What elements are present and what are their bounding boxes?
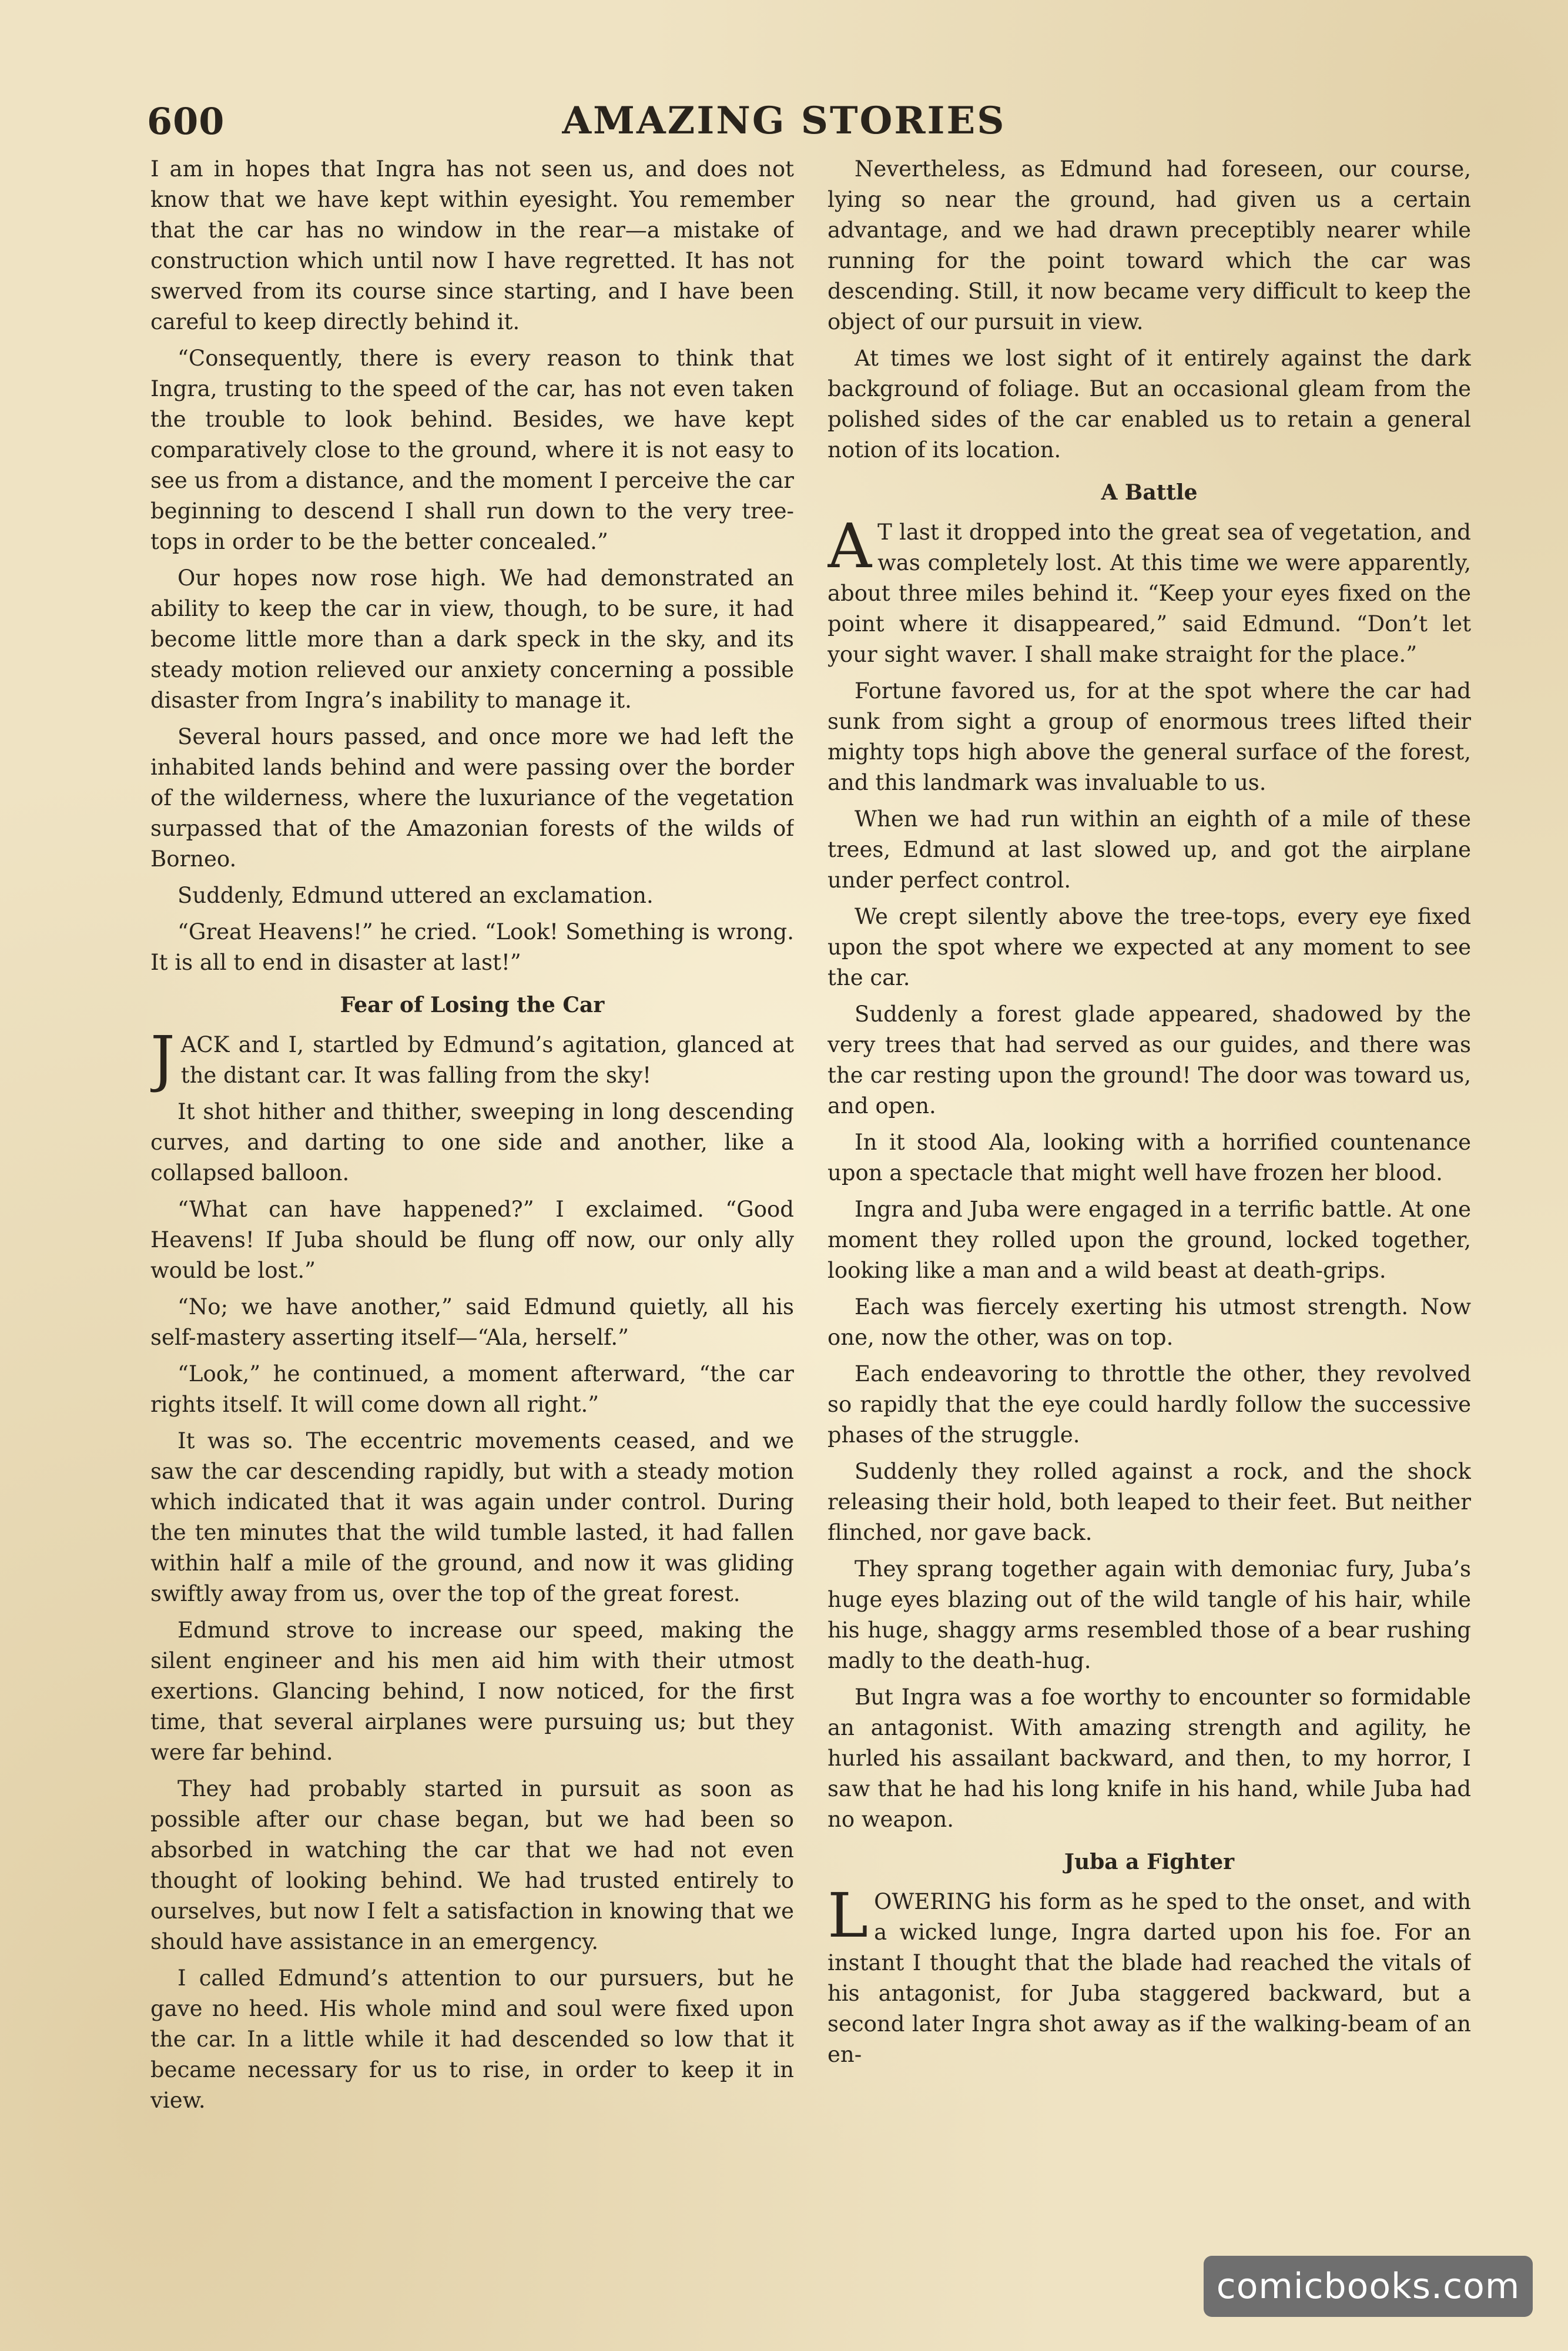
section-heading: A Battle xyxy=(1101,480,1198,505)
paragraph: Several hours passed, and once more we had left the inhabited lands behind and were passing over the border of the wilderness, where the luxuriance of the vegetation surpassed that of the Amazonian forests of the wilds of Borneo. xyxy=(150,724,794,872)
paragraph-with-drop-cap xyxy=(827,1880,1471,2070)
paragraph: I am in hopes that Ingra has not seen us, and does not know that we have kept within eyesight. You remember that the car has no window in the rear—a mistake of construction which until now I have regretted. It has not swerved from its course since starting, and I have been careful to keep directly behind it. xyxy=(150,156,794,334)
paragraph: But Ingra was a foe worthy to encounter so formidable an antagonist. With amazing strength and agility, he hurled his assailant backward, and then, to my horror, I saw that he had his long knife in his hand, while Juba had no weapon. xyxy=(827,1684,1471,1832)
paragraph-text: T last it dropped into the great sea of vegetation, and was completely lost. At this time we were apparently, about three miles behind it. “Keep your eyes fixed on the point where it disappeared,” said Edmund. “Don’t let your sight waver. I shall make straight for the place.” xyxy=(827,520,1471,667)
paragraph: Nevertheless, as Edmund had foreseen, our course, lying so near the ground, had given us a certain advantage, and we had drawn preceptibly nearer while running for the point toward which the car was descending. Still, it now became very difficult to keep the object of our pursuit in view. xyxy=(827,156,1471,334)
running-head-title: AMAZING STORIES xyxy=(562,99,1006,143)
drop-cap: L xyxy=(827,1880,869,1951)
paragraph: Ingra and Juba were engaged in a terrific battle. At one moment they rolled upon the ground, locked together, looking like a man and a wild beast at death-grips. xyxy=(827,1197,1471,1283)
paragraph: In it stood Ala, looking with a horrified countenance upon a spectacle that might well have frozen her blood. xyxy=(827,1130,1471,1185)
paragraph-text: OWERING his form as he sped to the onset, and with a wicked lunge, Ingra darted upon his foe. For an instant I thought that the blade had reached the vitals of his antagonist, for Juba staggered backward, but a second later Ingra shot away as if the walking-beam of an en- xyxy=(827,1889,1471,2067)
paragraph-with-drop-cap xyxy=(827,510,1471,670)
paragraph: Suddenly a forest glade appeared, shadowed by the very trees that had served as our guides, and there was the car resting upon the ground! The door was toward us, and open. xyxy=(827,1002,1471,1118)
section-heading: Juba a Fighter xyxy=(1064,1850,1235,1874)
paragraph: Fortune favored us, for at the spot where the car had sunk from sight a group of enormous trees lifted their mighty tops high above the general surface of the forest, and this landmark was invaluable to us. xyxy=(827,678,1471,795)
paragraph: We crept silently above the tree-tops, every eye fixed upon the spot where we expected at any moment to see the car. xyxy=(827,904,1471,990)
watermark-logo: comicbooks.com xyxy=(1204,2256,1533,2317)
drop-cap: J xyxy=(150,1023,175,1094)
drop-cap: A xyxy=(827,510,872,582)
paragraph-with-drop-cap xyxy=(150,1023,794,1094)
paragraph: Suddenly, Edmund uttered an exclamation. xyxy=(177,883,654,908)
paragraph: When we had run within an eighth of a mile of these trees, Edmund at last slowed up, and got the airplane under perfect control. xyxy=(827,806,1471,893)
paragraph: I called Edmund’s attention to our pursuers, but he gave no heed. His whole mind and soul were fixed upon the car. In a little while it had descended so low that it became necessary for us to rise, in order to keep it in view. xyxy=(150,1965,794,2113)
paragraph: Suddenly they rolled against a rock, and the shock releasing their hold, both leaped to their feet. But neither flinched, nor gave back. xyxy=(827,1459,1471,1545)
right-column xyxy=(827,154,1471,2246)
paragraph: Our hopes now rose high. We had demonstrated an ability to keep the car in view, though, to be sure, it had become little more than a dark speck in the sky, and its steady motion relieved our anxiety concerning a possible disaster from Ingra’s inability to manage it. xyxy=(150,565,794,713)
paragraph: “Consequently, there is every reason to think that Ingra, trusting to the speed of the car, has not even taken the trouble to look behind. Besides, we have kept comparatively close to the ground, where it is not easy to see us from a distance, and the moment I perceive the car beginning to descend I shall run down to the very tree-tops in order to be the better concealed.” xyxy=(150,346,794,554)
paragraph: “Great Heavens!” he cried. “Look! Something is wrong. It is all to end in disaster at last!” xyxy=(150,919,794,975)
paragraph: “Look,” he continued, a moment afterward, “the car rights itself. It will come down all right.” xyxy=(150,1361,794,1417)
paragraph: It was so. The eccentric movements ceased, and we saw the car descending rapidly, but with a steady motion which indicated that it was again under control. During the ten minutes that the wild tumble lasted, it had fallen within half a mile of the ground, and now it was gliding swiftly away from us, over the top of the great forest. xyxy=(150,1428,794,1606)
section-heading: Fear of Losing the Car xyxy=(340,993,605,1017)
paragraph: “What can have happened?” I exclaimed. “Good Heavens! If Juba should be flung off now, our only ally would be lost.” xyxy=(150,1197,794,1283)
paragraph: Edmund strove to increase our speed, making the silent engineer and his men aid him with their utmost exertions. Glancing behind, I now noticed, for the first time, that several airplanes were pursuing us; but they were far behind. xyxy=(150,1617,794,1765)
paragraph: At times we lost sight of it entirely against the dark background of foliage. But an occasional gleam from the polished sides of the car enabled us to retain a general notion of its location. xyxy=(827,346,1471,463)
paragraph: Each endeavoring to throttle the other, they revolved so rapidly that the eye could hardly follow the successive phases of the struggle. xyxy=(827,1361,1471,1448)
paragraph: They sprang together again with demoniac fury, Juba’s huge eyes blazing out of the wild tangle of his hair, while his huge, shaggy arms resembled those of a bear rushing madly to the death-hug. xyxy=(827,1556,1471,1673)
left-column xyxy=(150,154,794,2246)
page-number: 600 xyxy=(147,100,225,143)
paragraph-text: ACK and I, startled by Edmund’s agitation, glanced at the distant car. It was falling from the sky! xyxy=(180,1032,794,1088)
paragraph: “No; we have another,” said Edmund quietly, all his self-mastery asserting itself—“Ala, herself.” xyxy=(150,1294,794,1350)
paragraph: It shot hither and thither, sweeping in long descending curves, and darting to one side and another, like a collapsed balloon. xyxy=(150,1099,794,1185)
paragraph: Each was fiercely exerting his utmost strength. Now one, now the other, was on top. xyxy=(827,1294,1471,1350)
paragraph: They had probably started in pursuit as soon as possible after our chase began, but we had been so absorbed in watching the car that we had not even thought of looking behind. We had trusted entirely to ourselves, but now I felt a satisfaction in knowing that we should have assistance in an emergency. xyxy=(150,1776,794,1954)
